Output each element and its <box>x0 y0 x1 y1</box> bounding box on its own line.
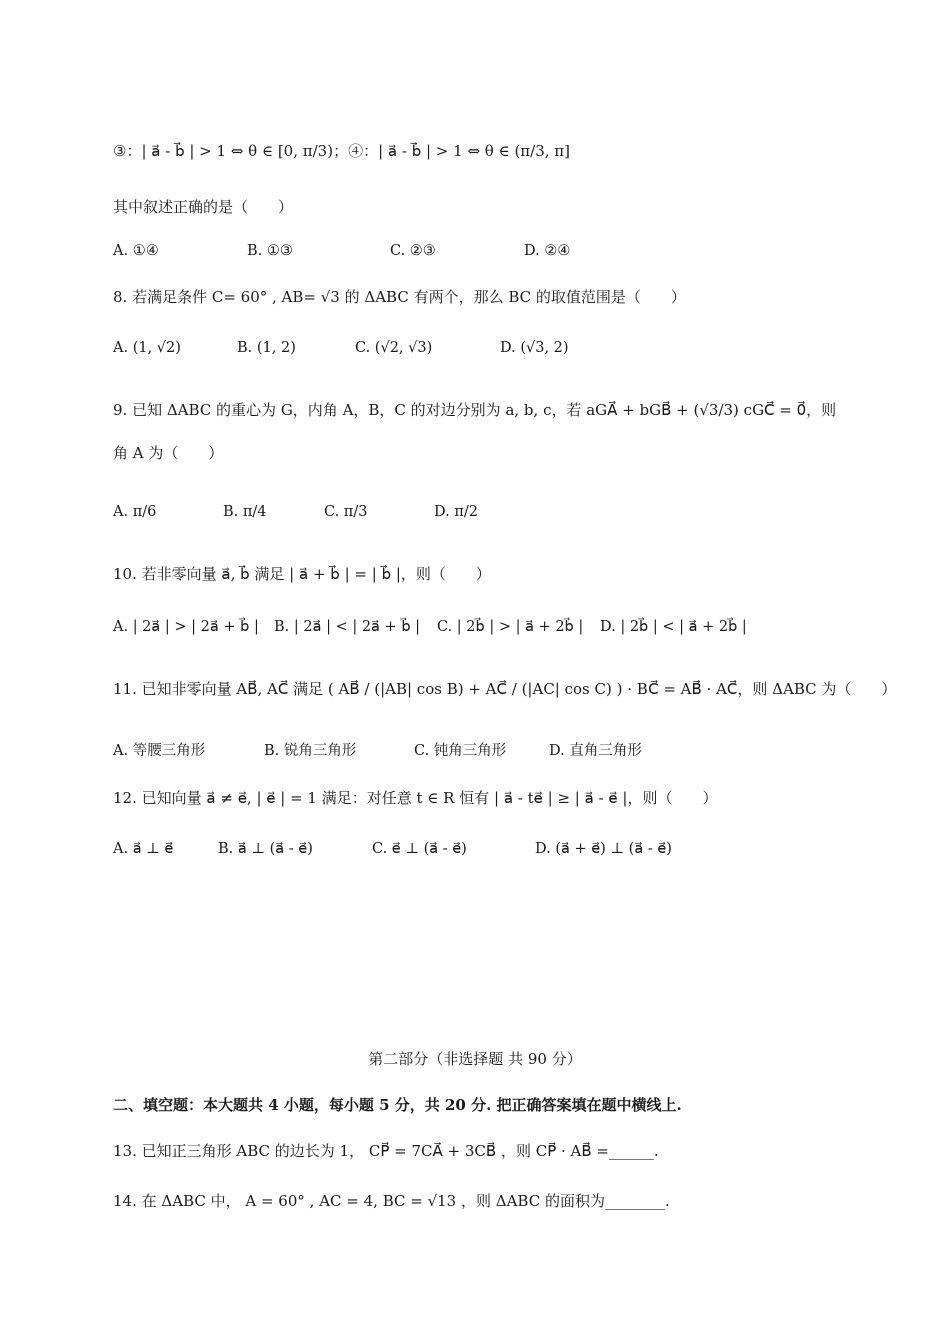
q12-option-b: B. a⃗ ⊥ (a⃗ - e⃗) <box>218 841 313 857</box>
q7-option-c: C. ②③ <box>390 243 436 259</box>
question-10: 10. 若非零向量 a⃗, b⃗ 满足 | a⃗ + b⃗ | = | b⃗ |，则（ ） <box>113 565 491 583</box>
question-9: 9. 已知 ΔABC 的重心为 G，内角 A，B，C 的对边分别为 a, b, c，若 aGA⃗ + bGB⃗ + (√3/3) cGC⃗ = 0⃗，则 <box>113 401 837 419</box>
q12-option-c: C. e⃗ ⊥ (a⃗ - e⃗) <box>372 841 467 857</box>
q9-option-b: B. π/4 <box>223 504 267 520</box>
q11-option-c: C. 钝角三角形 <box>414 743 507 759</box>
question-11: 11. 已知非零向量 AB⃗, AC⃗ 满足 ( AB⃗ / (|AB| cos B) + AC⃗ / (|AC| cos C) ) · BC⃗ = AB⃗ · AC⃗，则 ΔABC 为（ ） <box>113 680 897 698</box>
q9-option-d: D. π/2 <box>434 504 478 520</box>
q8-option-d: D. (√3, 2) <box>500 340 569 356</box>
q7-option-b: B. ①③ <box>247 243 293 259</box>
q7-option-a: A. ①④ <box>113 243 159 259</box>
question-9-cont: 角 A 为（ ） <box>113 444 224 462</box>
q10-option-b: B. | 2a⃗ | < | 2a⃗ + b⃗ | <box>274 619 421 635</box>
q8-option-b: B. (1, 2) <box>237 340 296 356</box>
statement-3-4: ③：| a⃗ - b⃗ | > 1 ⇔ θ ∈ [0, π/3)；④：| a⃗ - b⃗ | > 1 ⇔ θ ∈ (π/3, π] <box>113 142 571 160</box>
q12-option-a: A. a⃗ ⊥ e⃗ <box>113 841 174 857</box>
question-14: 14. 在 ΔABC 中， A = 60° , AC = 4, BC = √13 ，则 ΔABC 的面积为________. <box>113 1192 670 1210</box>
q11-option-b: B. 锐角三角形 <box>264 743 357 759</box>
q11-option-a: A. 等腰三角形 <box>113 743 206 759</box>
part-two-title: 第二部分（非选择题 共 90 分） <box>368 1050 582 1068</box>
q10-option-d: D. | 2b⃗ | < | a⃗ + 2b⃗ | <box>600 619 747 635</box>
q12-option-d: D. (a⃗ + e⃗) ⊥ (a⃗ - e⃗) <box>535 841 672 857</box>
section-2-heading: 二、填空题：本大题共 4 小题，每小题 5 分，共 20 分. 把正确答案填在题中横线上. <box>113 1096 682 1114</box>
q7-option-d: D. ②④ <box>524 243 571 259</box>
q9-option-a: A. π/6 <box>113 504 157 520</box>
question-13: 13. 已知正三角形 ABC 的边长为 1， CP⃗ = 7CA⃗ + 3CB⃗ ，则 CP⃗ · AB⃗ =______. <box>113 1142 659 1160</box>
q9-option-c: C. π/3 <box>324 504 368 520</box>
q11-option-d: D. 直角三角形 <box>549 743 642 759</box>
question-8: 8. 若满足条件 C= 60° , AB= √3 的 ΔABC 有两个，那么 BC 的取值范围是（ ） <box>113 288 686 306</box>
question-12: 12. 已知向量 a⃗ ≠ e⃗, | e⃗ | = 1 满足：对任意 t ∈ R 恒有 | a⃗ - te⃗ | ≥ | a⃗ - e⃗ |，则（ ） <box>113 789 718 807</box>
q10-option-c: C. | 2b⃗ | > | a⃗ + 2b⃗ | <box>437 619 584 635</box>
question-7-stem: 其中叙述正确的是（ ） <box>113 198 294 216</box>
q8-option-a: A. (1, √2) <box>113 340 181 356</box>
q8-option-c: C. (√2, √3) <box>355 340 433 356</box>
q10-option-a: A. | 2a⃗ | > | 2a⃗ + b⃗ | <box>113 619 259 635</box>
